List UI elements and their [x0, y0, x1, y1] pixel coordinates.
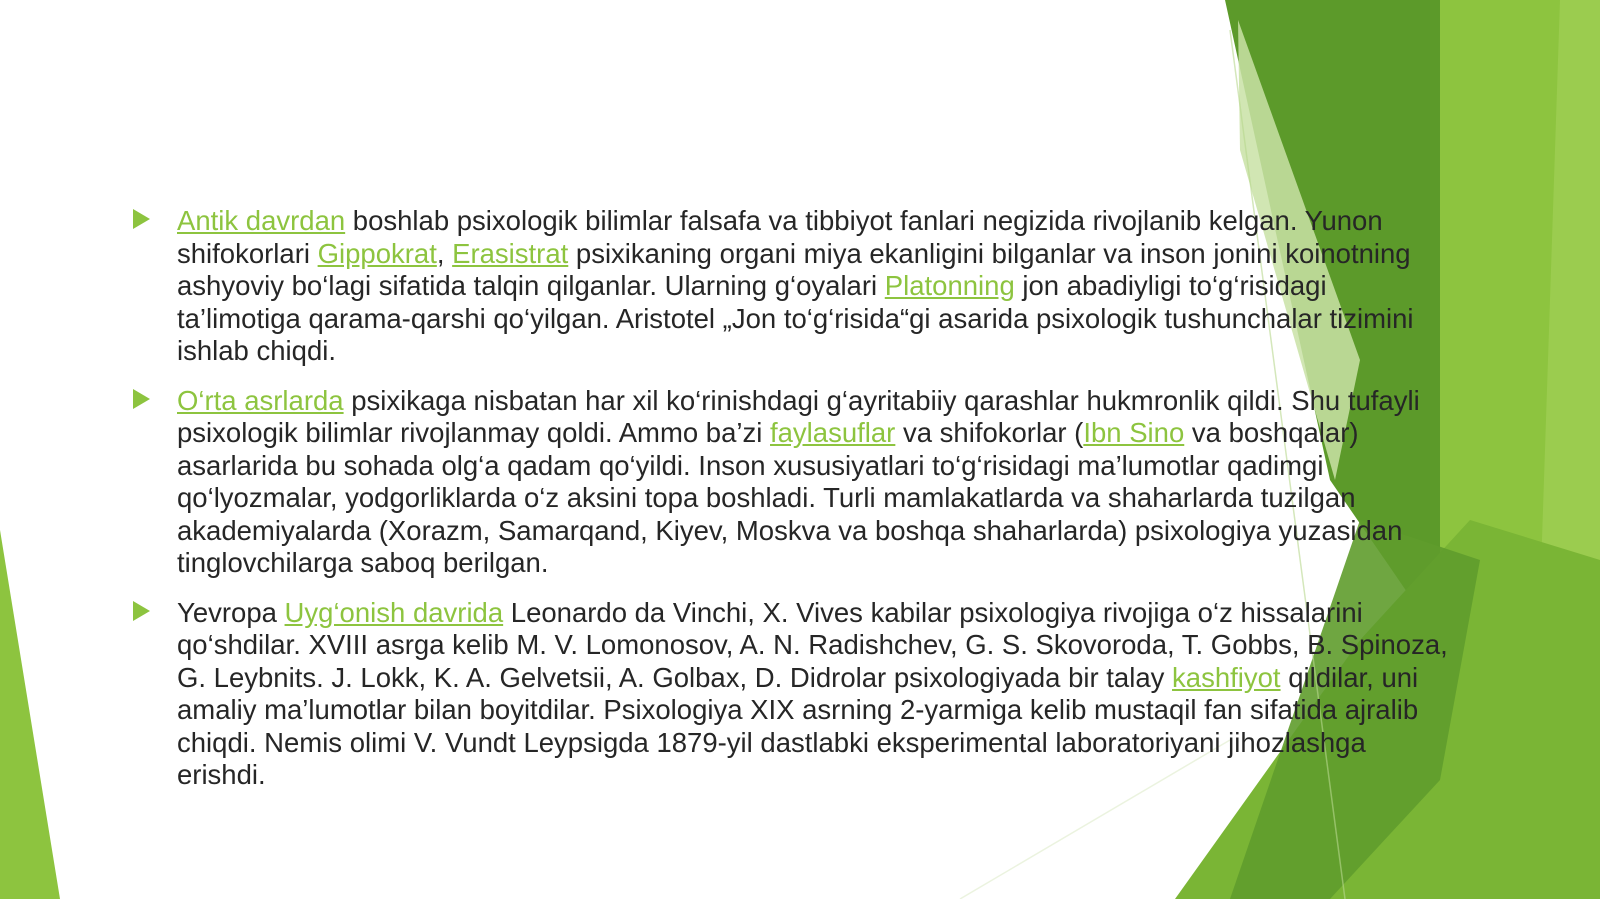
- text-segment: psixikaga nisbatan har xil ko‘rinishdagi g‘ayritabiiy qarashlar hukmronlik qildi. Shu tufayli psixologik bilimlar rivojlanmay qoldi. Ammo ba’zi: [177, 384, 1420, 448]
- slide-body: [130, 205, 1450, 809]
- link-erasistrat[interactable]: Erasistrat: [452, 237, 569, 269]
- text-segment: va boshqalar) asarlarida bu sohada olg‘a qadam qo‘yildi. Inson xususiyatlari to‘g‘risidagi ma’lumotlar qadimgi qo‘lyozmalar, yodgorliklarda o‘z aksini topa boshladi. Turli mamlakatlarda va shaharlarda tuzilgan akademiyalarda (Xorazm, Samarqand, Kiyev, Moskva va boshqa shaharlarda) psixologiya yuzasidan tinglovchilarga saboq berilgan.: [177, 417, 1403, 578]
- link-orta-asrlarda[interactable]: O‘rta asrlarda: [177, 384, 344, 416]
- text-segment: psixikaning organi miya ekanligini bilganlar va inson jonini koinotning ashyoviy bo‘lagi sifatida talqin qilganlar. Ularning g‘oyalari: [177, 237, 1411, 301]
- link-faylasuflar[interactable]: faylasuflar: [770, 417, 896, 448]
- text-segment: Yevropa: [177, 596, 285, 628]
- text-segment: qildilar, uni amaliy ma’lumotlar bilan boyitdilar. Psixologiya XIX asrning 2-yarmiga kelib mustaqil fan sifatida ajralib chiqdi. Nemis olimi V. Vundt Leypsigda 1879-yil dastlabki eksperimental laboratoriyani jihozlashga erishdi.: [177, 661, 1419, 790]
- link-platonning[interactable]: Platonning: [884, 270, 1015, 301]
- text-segment: ,: [436, 237, 453, 269]
- link-gippokrat[interactable]: Gippokrat: [317, 237, 437, 269]
- link-antik-davrdan[interactable]: Antik davrdan: [177, 205, 346, 236]
- triangle-bullet-icon: [133, 601, 150, 621]
- triangle-bullet-icon: [133, 209, 150, 229]
- text-segment: boshlab psixologik bilimlar falsafa va tibbiyot fanlari negizida rivojlanib kelgan. Yunon shifokorlari: [177, 205, 1383, 269]
- bullet-item-uygonish: [130, 597, 1450, 792]
- text-segment: jon abadiyligi to‘g‘risidagi ta’limotiga qarama-qarshi qo‘yilgan. Aristotel „Jon to‘g‘risida“gi asarida psixologik tushunchalar tizimini ishlab chiqdi.: [177, 270, 1414, 366]
- link-ibn-sino[interactable]: Ibn Sino: [1083, 417, 1185, 448]
- text-segment: Leonardo da Vinchi, X. Vives kabilar psixologiya rivojiga o‘z hissalarini qo‘shdilar. XVIII asrga kelib M. V. Lomonosov, A. N. Radishchev, G. S. Skovoroda, T. Gobbs, B. Spinoza, G. Leybnits. J. Lokk, K. A. Gelvetsii, A. Golbax, D. Didrolar psixologiyada bir talay: [177, 596, 1448, 693]
- triangle-bullet-icon: [133, 389, 150, 409]
- link-kashfiyot[interactable]: kashfiyot: [1172, 661, 1281, 693]
- bullet-item-orta-asrlar: [130, 385, 1450, 580]
- bullet-item-antik: [130, 205, 1450, 368]
- link-uygonish-davrida[interactable]: Uyg‘onish davrida: [284, 596, 504, 628]
- left-green-facet: [0, 530, 60, 899]
- text-segment: va shifokorlar (: [895, 417, 1084, 448]
